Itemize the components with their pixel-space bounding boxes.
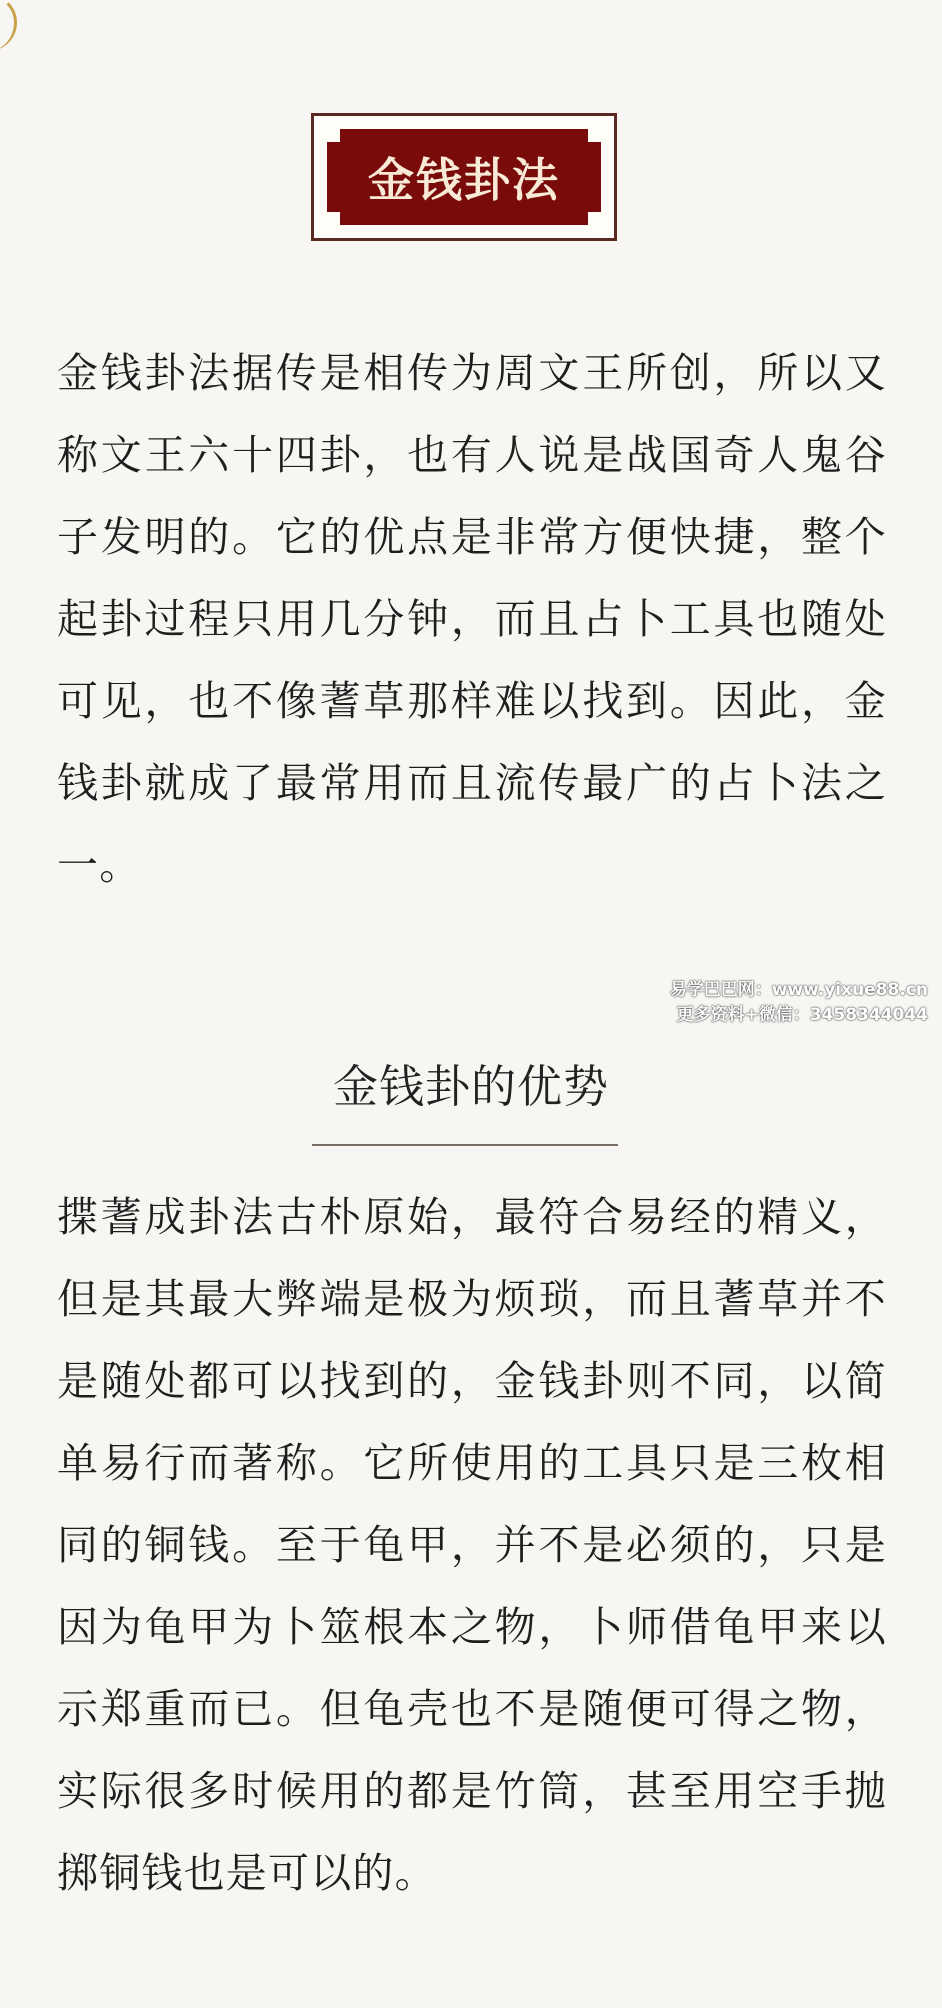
page-title: 金钱卦法 <box>368 153 560 207</box>
section-heading: 金钱卦的优势 <box>332 1060 609 1113</box>
title-badge-fill <box>327 129 601 225</box>
watermark-line-2: 更多资料+微信：3458344044 <box>676 1005 928 1025</box>
intro-paragraph: 金钱卦法据传是相传为周文王所创，所以又称文王六十四卦，也有人说是战国奇人鬼谷子发明的。它的优点是非常方便快捷，整个起卦过程只用几分钟，而且占卜工具也随处可见，也不像蓍草那样难以找到。因此，金钱卦就成了最常用而且流传最广的占卜法之一。 <box>57 349 887 889</box>
section-paragraph: 揲蓍成卦法古朴原始，最符合易经的精义，但是其最大弊端是极为烦琐，而且蓍草并不是随处都可以找到的，金钱卦则不同，以简单易行而著称。它所使用的工具只是三枚相同的铜钱。至于龟甲，并不是必须的，只是因为龟甲为卜筮根本之物，卜师借龟甲来以示郑重而已。但龟壳也不是随便可得之物，实际很多时候用的都是竹筒，甚至用空手抛掷铜钱也是可以的。 <box>57 1193 887 1897</box>
corner-ornament <box>0 0 17 51</box>
watermark-line-1: 易学巴巴网：www.yixue88.cn <box>669 980 928 1000</box>
section-divider <box>312 1144 618 1146</box>
watermark <box>670 978 928 1028</box>
title-badge <box>311 113 617 241</box>
